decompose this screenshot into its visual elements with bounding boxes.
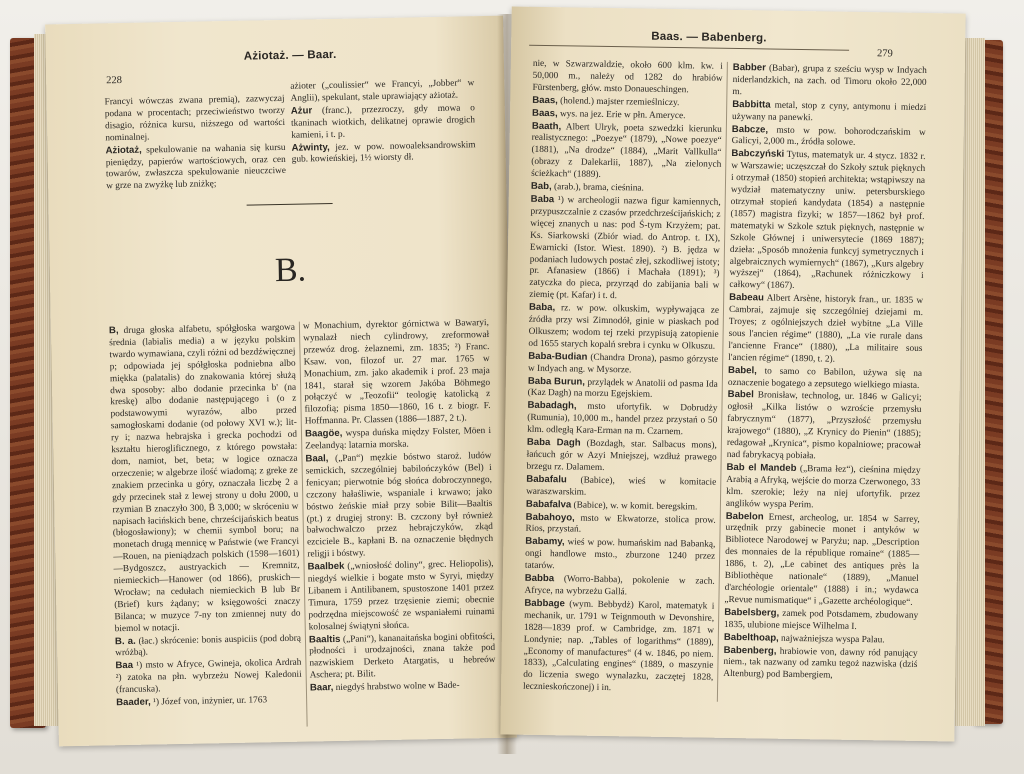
entry-headword: Bab, (530, 180, 552, 193)
entry-text: jez. w pow. nowoaleksandrowskim gub. kowieńskiej, 1½ wiorsty dł. (291, 139, 476, 166)
entry-headword: Babeau (729, 292, 764, 304)
entry-text: Ernest, archeolog, ur. 1854 w Sarrey, urzędnik przy gabinecie monet i antyków w Bibliotece Narodowej w Paryżu; nap. „Description des monnaies de la république romaine“ (1885—1886, t. 2), „Le cabinet des antiques près la Bibliothèque nationale“ (1889), „Manuel d'archéologie orientale“ (1888) i in.; wydawca „Revue numismatique“ i „Gazette archéologique“. (724, 512, 920, 608)
entry-text: Bronisław, technolog, ur. 1846 w Galicyi; ogłosił „Kilka listów o wzroście przemysłu fabrycznym“ (1877), „Przyszłość przemysłu krajowego“ (1880), „Z Krynicy do Pienin“ (1885); redagował „Krynica“, pismo kopalniowe; pracował nad fabrykacyą pobiała. (726, 390, 922, 462)
entry-headword: Babahoyo, (525, 511, 575, 524)
dictionary-entry (732, 99, 926, 127)
entry-text: msto w Ekwatorze, stolica prow. Rios, przystań. (525, 513, 716, 536)
entry-text: (Worro-Babba), pokolenie w zach. Afryce, na wybrzeżu Gallá. (524, 574, 715, 598)
dictionary-entry (532, 59, 723, 98)
dictionary-entry (291, 139, 475, 167)
entry-text: ¹) msto w Afryce, Gwineja, okolica Ardrah ²) zatoka na płn. wybrzeżu Nowej Kaledonii (francuska). (115, 658, 302, 696)
entry-text: (Babice), wieś w komitacie waraszwarskim. (526, 475, 717, 498)
entry-text: w Monachium, dyrektor górnictwa w Bawaryi, wynalazł niech cylindrowy, zreformował przewóz drog. żelaznemi, zm. 1835; ²) Franc. Ksaw. von, filozof ur. 27 mar. 1765 w Monachium, zm. jako akademik i prof. 23 maja 1841, starał się wzorem Jakóba Böhmego połączyć w „Teozofii“ teologię katolicką z filozofią; pisma 1850—1860, 16 t. z biogr. F. Hoffmanna. Pr. Classen (1886—1887, 2 t.). (302, 317, 491, 427)
running-head: Baas. — Babenberg. (651, 30, 767, 45)
entry-headword: Babelon (725, 510, 764, 523)
dictionary-entry (291, 102, 476, 142)
running-head: Ażiotaż. — Baar. (243, 48, 337, 63)
entry-text: („Pani“), kananaitańska bogini obfitości, płodności i urodzajności, znana także pod nazwiskiem Derketo Atargatis, u hebreów Aschera; pt. Bilit. (309, 631, 496, 681)
entry-text: wyspa duńska między Folster, Möen i Zeelandyą: latarnia morska. (305, 426, 492, 452)
dictionary-entry (307, 558, 494, 634)
dictionary-entry (115, 657, 302, 697)
column-left-top (105, 94, 287, 194)
column-left (523, 59, 723, 697)
entry-headword: Babba (524, 572, 555, 585)
entry-text: Francyi wówczas zwana premią), zazwyczaj podana w procentach; przeciwieństwo tworzy disagio, różnica kursu, niższego od wartości nominalnej. (104, 93, 286, 144)
entry-text: najważniejsza wyspa Palau. (778, 633, 885, 646)
dictionary-entry (531, 120, 722, 184)
dictionary-entry (116, 694, 302, 710)
entry-text: ażioter („coulissier“ we Francyi, „Jobber“ w Anglii), spekulant, stale uprawiający ażiotaż. (290, 78, 475, 104)
page-number: 279 (876, 48, 893, 60)
entry-text: rz. w pow. olkuskim, wypływająca ze źródła przy wsi Zimnodół, ginie w piaskach pod Olkuszem; wodom tej rzeki przypisują zatopienie od 1655 starych kopalń srebra i cynku w Olkuszu. (528, 303, 720, 352)
dictionary-entry (105, 94, 286, 145)
entry-headword: Baagöe, (304, 427, 343, 440)
entry-headword: Baba Dagh (526, 436, 581, 449)
entry-headword: Babbitta (732, 98, 771, 111)
dictionary-entry (105, 141, 286, 193)
dictionary-entry (724, 510, 919, 609)
column-right-main (303, 318, 496, 696)
entry-text: (Babar), grupa z sześciu wysp w Indyach niderlandzkich, na zach. od Timoru około 22,000 m. (732, 63, 927, 97)
entry-text: („wniosłość doliny“, grec. Heliopolis), niegdyś wielkie i bogate msto w Syryi, między Libanem i Antilibanem, spustoszone 1401 przez Timura, 1759 przez trzęsienie ziemi; obecnie podrzędna miejscowość ze wspaniałemi ruinami kolosalnej świątyni słońca. (307, 559, 495, 633)
entry-text: zamek pod Potsdamem, zbudowany 1835, ulubione miejsce Wilhelma I. (723, 608, 919, 632)
dictionary-entry (523, 598, 714, 697)
entry-text: wieś w pow. humańskim nad Babanką, ongi handlowe msto., zburzone 1240 przez tatarów. (524, 537, 716, 572)
entry-headword: Baar, (309, 682, 334, 694)
entry-headword: Babenberg, (723, 644, 777, 657)
section-separator (247, 203, 333, 206)
entry-text: Albert Arsène, historyk fran., ur. 1835 w Cambrai, zajmuje się szczególniej dziejami m. Troyes; z ogólniejszych dzieł wybitne „La Ville sous l'ancien régime“ (1880), „La vie rurale dans l'ancienne France“ (1880), „La militaire sous l'ancien régime“ (1890, t. 2). (728, 293, 924, 365)
entry-text: (franc.), przezroczy, gdy mowa o tkaninach wiotkich, delikatnej oprawie drogich kamieni, i t. p. (290, 103, 476, 141)
entry-headword: Babafalva (525, 498, 572, 511)
entry-text: („Brama łez“), cieśnina między Arabią a Afryką, wejście do morza Czerwonego, 33 klm. szerokie; leży na niej ufortyfik. przez anglików wyspa Perim. (725, 463, 921, 510)
entry-text: (wym. Bebbydż) Karol, matematyk i mechanik, ur. 1791 w Teignmouth w Devonshire, 1828—1839 prof. w Cambridge, zm. 1871 w Londynie; nap. „Tables of logarithms“ (1889), „Economy of manufactures“ (4 w. 1846, po niem. 1833), „Calculating engines“ (1889, o maszynie do liczenia swego wynalazku, zaczętej 1828, lecznieskończonej) i in. (522, 599, 715, 694)
entry-text: ¹) Józef von, inżynier, ur. 1763 (150, 695, 268, 708)
entry-headword: Baba Burun, (527, 375, 586, 388)
entry-text: Albert Ulryk, poeta szwedzki kierunku realistycznego: „Poezye“ (1879), „Nowe poezye“ (1881), „Na drodze“ (1884), „Marit Vallkulla“ (obrazy z Dalekarlii, 1887), „Na zielonych ścieżkach“ (1889). (531, 121, 722, 181)
dictionary-entry (732, 123, 926, 151)
dictionary-entry (526, 437, 717, 477)
entry-headword: Bab el Mandeb (726, 461, 797, 474)
entry-headword: Babelsberg, (724, 606, 780, 619)
dictionary-entry (528, 375, 718, 403)
entry-headword: Ażwinty, (291, 141, 330, 154)
entry-headword: Baader, (116, 696, 151, 709)
entry-headword: B, (108, 325, 119, 337)
entry-headword: Baba (530, 193, 555, 206)
entry-headword: Baa (115, 660, 134, 672)
page-number: 228 (106, 74, 123, 87)
entry-text: (holend.) majster rzemieślniczy. (557, 95, 680, 108)
entry-headword: Babczyński (731, 148, 785, 161)
dictionary-entry (526, 474, 716, 502)
entry-text: Tytus, matematyk ur. 4 stycz. 1832 r. w Warszawie; uczęszczał do Szkoły sztuk pięknych i otrzymał (1850) stopień architekta; wstąpiwszy na wydział matematyczny uniw. petersburskiego otrzymał stopień kandydata (1854) a następnie (1857) magistra fizyki; w 1857—1862 był prof. matematyki w Szkole sztuk pięknych, następnie w Szkole Głównej i uniwersytecie (1869 1887); dzieła: „Sposób mnożenia funkcyj symetrycznych i algebraicznych wymiernych“ (1867), „Kurs algebry wyższej“ (1864), „Rachunek różniczkowy i całkowy“ (1867). (729, 150, 926, 292)
entry-text: (arab.), brama, cieśnina. (551, 182, 644, 194)
left-page (45, 16, 517, 747)
dictionary-entry (524, 573, 714, 601)
entry-headword: Babbage (524, 597, 565, 610)
dictionary-entry (525, 511, 715, 539)
column-left-main (109, 322, 302, 710)
entry-text: ¹) w archeologii nazwa figur kamiennych, przypuszczalnie z czasów przedchrześcijańskich; z więcej znanych u nas: pod Ś-tym Krzyżem; pat. Ks. Siarkowski (Zbiór wiad. do Antrop. t. IX), Ewarnicki (Istor. Wiest. 1890). ²) B. jędza w podaniach ludowych postać złej, szkodliwej istoty; pr. Afanasiew (1866) i Machała (1891); ³) zatyczka do pieca, przyrząd do zabijania bali w ziemię (pt. Kafar) i t. d. (529, 195, 721, 302)
column-right-top (290, 78, 476, 167)
entry-headword: Baalbek (307, 560, 345, 573)
entry-text: to samo co Babilon, używa się na oznaczenie bogatego a zepsutego wielkiego miasta. (727, 366, 923, 391)
entry-text: msto ufortyfik. w Dobrudży (Rumunia), 10,000 m., handel przez przystań o 50 klm. odległą Kara-Erman na m. Czarnem. (527, 401, 718, 438)
dictionary-entry (525, 536, 716, 576)
dictionary-entry (303, 318, 491, 429)
entry-headword: Baaltis (308, 633, 341, 646)
entry-text: (Bozdagh, star. Salbacus mons), łańcuch gór w Azyi Mniejszej, wzdłuż prawego brzegu rz. Dalamem. (526, 438, 717, 473)
dictionary-entry (310, 679, 496, 695)
entry-text: druga głoska alfabetu, spółgłoska wargowa średnia (labialis media) a w języku polskim twardo wymawiana, czyli różni od bezdźwięcznej p; odpowiada jej spółgłoska podniebna albo miękka (palatalis) do znakowania której służą dwa sposoby: albo dodanie przecinka b' (na kreskę) albo dodanie następującego i (o z podstawowymi wyrazów, albo przed samogłoskami dodanie (od połowy XVI w.); lit-ry i; nazwa hebrajska i grecka pochodzi od kształtu hieroglificznego, z którego powstała: dom, namiot, bet, beta; w logice oznacza orzeczenie; w algebrze ilość wiadomą; z greke ze znakiem przecinka u góry, oznaczała liczbę 2 a gdy przecinek stał z lewej strony u dołu 2000, u rzymian B znaczyło 300, B̄ 3,000; w skróceniu w napisach łacińskich bene, chrześcijańskich beatus (błogosławiony); w chemii symbol boru; na monetach drugą mennicę w Państwie (we Francyi—Rouen, na pieniądzach polskich (1598—1601)—Bydgoszcz, austryackich — Kremnitz, niemieckich—Hanower (od 1866), pruskich—Wrocław; na cedułach niemieckich B lub Br (Brief) kurs żądany; w księgowości znaczy Bilanca; w muzyce 7-ny ton zmiennej nuty do biemol w notacji. (109, 322, 301, 634)
entry-text: przylądek w Anatolii od pasma Ida (Kaz Dagh) na morzu Egejskiem. (527, 377, 718, 401)
dictionary-entry (527, 400, 718, 440)
entry-text: hrabiowie von, dawny ród panujący niem., tak nazwany od zamku tegoż nazwiska (dziś Altenburg) pod Bambergiem, (723, 646, 918, 681)
entry-text: nie, w Szwarzwaldzie, około 600 klm. kw. i 50,000 m., należy od 1282 do hrabiów Fürstenberg, głów. msto Donaueschingen. (532, 58, 723, 96)
entry-headword: Ażiotaż, (105, 144, 142, 156)
dictionary-entry (109, 322, 301, 636)
dictionary-entry (309, 631, 496, 683)
dictionary-entry (727, 389, 922, 464)
entry-headword: Babelthoap, (723, 631, 779, 644)
entry-text: msto w pow. bohorodczańskim w Galicyi, 2,000 m., źródła solowe. (731, 125, 926, 149)
dictionary-entry (528, 351, 718, 379)
entry-headword: Ażur (290, 105, 313, 117)
entry-text: (łac.) skrócenie: bonis auspiciis (pod dobrą wróżbą). (115, 633, 302, 659)
entry-headword: Babber (732, 61, 766, 74)
dictionary-entry (115, 632, 301, 660)
dictionary-entry (728, 292, 923, 367)
entry-headword: Babel (727, 389, 754, 401)
entry-headword: Babadagh, (527, 400, 577, 412)
entry-headword: Baba, (528, 301, 556, 314)
entry-text: spekulowanie na wahania się kursu pieniędzy, papierów wartościowych, oraz cen towarów, zwłaszcza spekulowanie nieuczciwe w grze na zwyżkę lub zniżkę; (105, 142, 287, 192)
entry-text: metal, stop z cyny, antymonu i miedzi używany na panewki. (731, 100, 927, 123)
entry-headword: Babafalu (526, 473, 567, 486)
dictionary-entry (729, 148, 925, 295)
entry-headword: Babcze, (731, 123, 769, 136)
entry-text: (Chandra Drona), pasmo górzyste w Indyach ang. w Mysorze. (527, 352, 719, 376)
entry-text: wys. na jez. Erie w płn. Ameryce. (557, 108, 686, 121)
entry-text: (Babice), w. w komit. beregskim. (571, 500, 698, 513)
dictionary-entry (724, 607, 918, 635)
dictionary-entry (732, 62, 927, 102)
dictionary-entry (305, 425, 491, 453)
entry-headword: Baas, (532, 94, 558, 106)
entry-headword: B. a. (114, 635, 136, 647)
dictionary-entry (305, 450, 493, 562)
header-rule (529, 45, 849, 51)
dictionary-entry (529, 194, 721, 305)
entry-headword: Baas, (531, 107, 558, 119)
entry-headword: Baal, (305, 453, 329, 465)
entry-headword: Baba-Budian (528, 350, 588, 363)
section-letter: B. (274, 251, 307, 290)
entry-headword: Baath, (531, 120, 562, 132)
dictionary-entry (723, 644, 918, 684)
dictionary-entry (290, 78, 474, 105)
column-right (723, 62, 927, 684)
right-page (500, 6, 965, 741)
entry-headword: Babamy, (525, 536, 565, 548)
dictionary-entry (528, 302, 719, 354)
dictionary-entry (728, 365, 922, 393)
entry-text: niegdyś hrabstwo wolne w Bade- (333, 680, 460, 694)
dictionary-entry (726, 462, 921, 514)
entry-headword: Babel, (727, 364, 757, 377)
entry-text: („Pan“) męzkie bóstwo staroż. ludów semickich, szczególniej babilończyków (Bel) i fenicyan; pierwotnie bóg słońca dobroczynnego, czczony hałaśliwie, wspaniale i krwawo; jako bóstwo żeńskie miał przy sobie Bilit—Baaltis (pt.) z drugiej strony: B. czczony był również bałwochwalczo przez hebrajczyków, zkąd ezciciele B., kapłani B. na oznaczenie błędnych religji i bóstwy. (305, 450, 494, 560)
